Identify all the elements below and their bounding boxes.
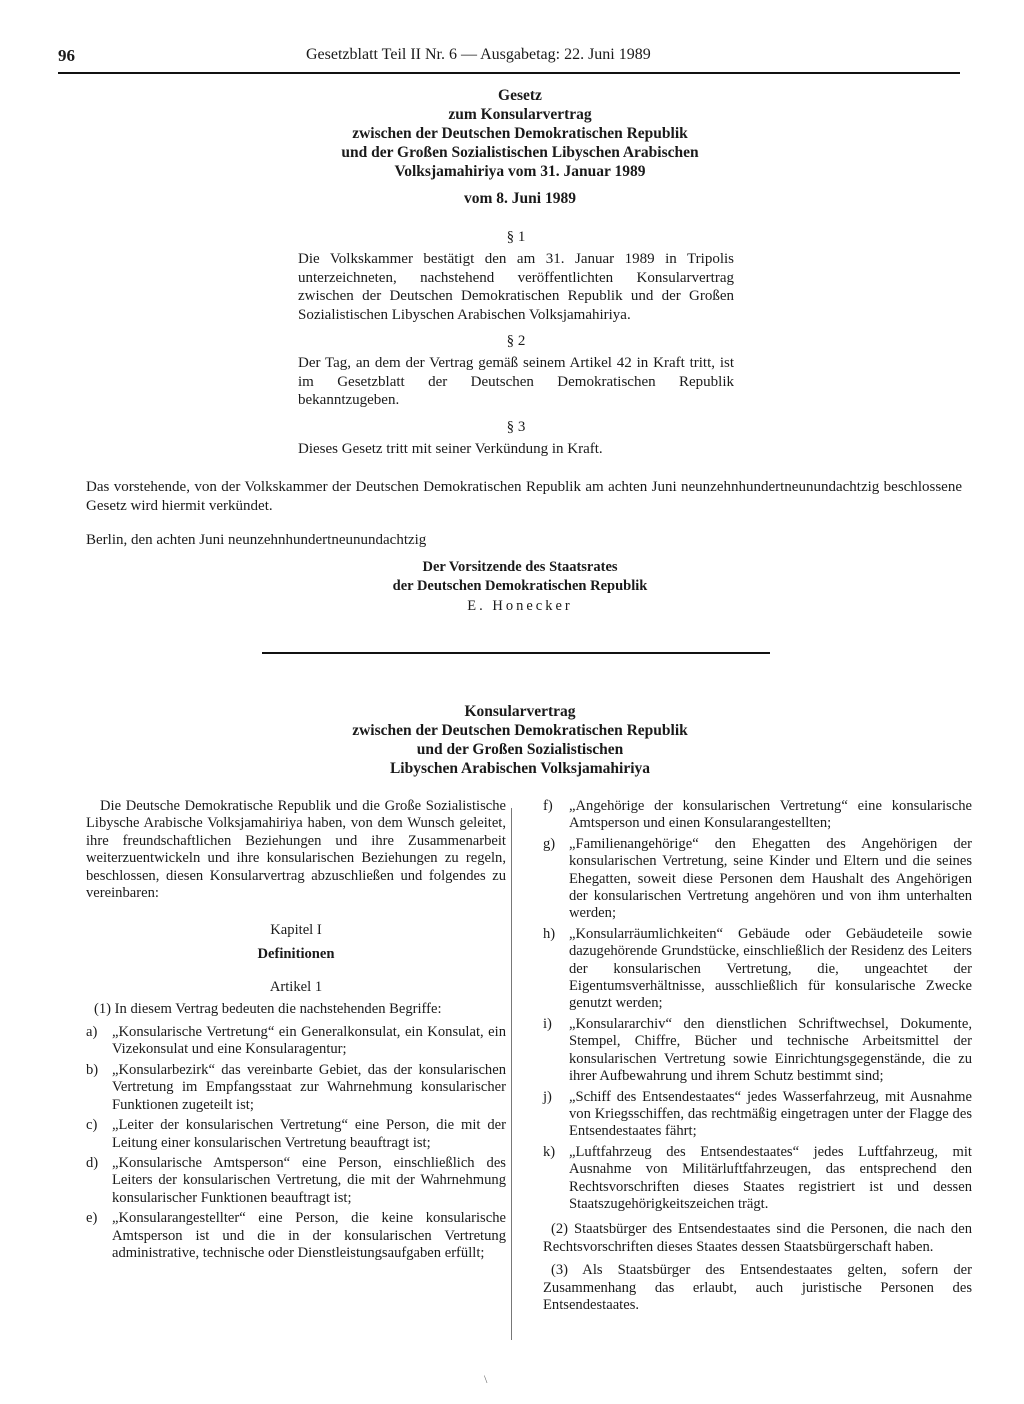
law-title-line: Gesetz [498, 87, 542, 104]
definition-text: „Leiter der konsularischen Vertretung“ eine Person, die mit der Leitung einer konsularischen Vertretung beauftragt ist; [112, 1117, 506, 1151]
definition-text: „Konsularbezirk“ das vereinbarte Gebiet, das der konsularischen Vertretung im Empfangsstaat zur Wahrnehmung konsularischer Funktionen zugeteilt ist; [112, 1061, 506, 1113]
signer-name: E. Honecker [467, 598, 573, 614]
law-title-line: zum Konsularvertrag [448, 106, 592, 123]
paragraph-3: (3) Als Staatsbürger des Entsendestaates gelten, sofern der Zusammenhang das erlaubt, auch juristische Personen des Entsendestaates. [543, 1262, 972, 1313]
definition-item [543, 836, 972, 923]
running-title: Gesetzblatt Teil II Nr. 6 — Ausgabetag: 22. Juni 1989 [306, 46, 651, 63]
paragraph-2: (2) Staatsbürger des Entsendestaates sind die Personen, die nach den Rechtsvorschriften dieses Staates dessen Staatsbürgerschaft haben. [543, 1221, 972, 1255]
definition-item [86, 1062, 506, 1114]
definition-text: „Familienangehörige“ den Ehegatten des Angehörigen der konsularischen Vertretung, seine Kinder und Eltern und die seines Ehegatten, soweit diese Personen dem Haushalt des Angehörigen der konsularischen Vertretung angehören und von ihm unterhalten werden; [569, 835, 972, 922]
definition-label: c) [86, 1117, 98, 1134]
definition-label: d) [86, 1154, 99, 1171]
section-text: Dieses Gesetz tritt mit seiner Verkündung in Kraft. [298, 440, 603, 457]
section-label: § 3 [506, 418, 526, 435]
law-title [250, 86, 790, 208]
paragraph-1-intro: (1) In diesem Vertrag bedeuten die nachstehenden Begriffe: [94, 1000, 442, 1017]
treaty-title-line: Libyschen Arabischen Volksjamahiriya [389, 760, 651, 777]
section-text: Die Volkskammer bestätigt den am 31. Januar 1989 in Tripolis unterzeichneten, nachstehend veröffentlichten Konsularvertrag zwischen der Deutschen Demokratischen Republik und der Großen Sozialistischen Libyschen Arabischen Volksjamahiriya. [298, 251, 734, 323]
section-label: § 1 [506, 229, 526, 245]
left-column [86, 798, 506, 1265]
article-label: Artikel 1 [269, 979, 323, 996]
treaty-title [240, 702, 800, 778]
definition-label: j) [543, 1088, 552, 1105]
definition-label: k) [543, 1143, 556, 1160]
definition-label: a) [86, 1024, 98, 1041]
definition-label: h) [543, 925, 556, 942]
definition-label: f) [543, 798, 553, 814]
place-date: Berlin, den achten Juni neunzehnhundertneunundachtzig [86, 532, 427, 548]
signature-line: Der Vorsitzende des Staatsrates [422, 559, 618, 575]
definition-item [543, 798, 972, 833]
definition-label: i) [543, 1015, 552, 1032]
footer-mark: \ [484, 1372, 488, 1386]
treaty-title-line: und der Großen Sozialistischen [416, 741, 624, 758]
definition-item [543, 1016, 972, 1086]
definition-text: „Konsularische Amtsperson“ eine Person, einschließlich des Leiters der konsularischen Vertretung, die mit der Wahrnehmung konsularischer Funktionen beauftragt ist; [112, 1154, 506, 1206]
definition-label: b) [86, 1061, 99, 1078]
definition-item [86, 1024, 506, 1059]
treaty-title-line: Konsularvertrag [464, 703, 576, 720]
definition-item [86, 1117, 506, 1152]
page-header [58, 46, 960, 74]
definition-label: e) [86, 1210, 98, 1227]
definition-label: g) [543, 835, 556, 852]
law-title-line: Volksjamahiriya vom 31. Januar 1989 [394, 163, 646, 180]
definition-item [86, 1210, 506, 1262]
definition-item [86, 1155, 506, 1207]
law-title-line: zwischen der Deutschen Demokratischen Republik [352, 125, 688, 142]
proclamation-block [86, 478, 962, 550]
chapter-title: Definitionen [257, 945, 335, 962]
preamble: Die Deutsche Demokratische Republik und die Große Sozialistische Libysche Arabische Volksjamahiriya haben, von dem Wunsch geleitet, ihre freundschaftlichen Beziehungen und ihre Zusammenarbeit weiterzuentwickeln und ihre konsularischen Beziehungen zu regeln, beschlossen, diesen Konsularvertrag abzuschließen und folgendes zu vereinbaren: [86, 798, 506, 902]
proclamation-text: Das vorstehende, von der Volkskammer der Deutschen Demokratischen Republik am achten Juni neunzehnhundertneunundachtzig beschlossene Gesetz wird hiermit verkündet. [86, 479, 962, 514]
definition-text: „Konsularische Vertretung“ ein Generalkonsulat, ein Konsulat, ein Vizekonsulat und eine Konsularagentur; [112, 1024, 506, 1058]
treaty-title-line: zwischen der Deutschen Demokratischen Republik [352, 722, 688, 739]
chapter-label: Kapitel I [270, 922, 322, 939]
definition-text: „Schiff des Entsendestaates“ jedes Wasserfahrzeug, mit Ausnahme von Kriegsschiffen, das rechtmäßig eingetragen unter der Flagge des Entsendestaates fährt; [569, 1088, 972, 1140]
definition-item [543, 1089, 972, 1141]
law-title-line: und der Großen Sozialistischen Libyschen Arabischen [341, 144, 699, 161]
page-number: 96 [58, 46, 75, 65]
law-date: vom 8. Juni 1989 [464, 190, 576, 207]
section-label: § 2 [506, 333, 526, 349]
signature-block [330, 558, 710, 616]
law-sections [298, 220, 734, 458]
column-divider [511, 808, 512, 1340]
signature-line: der Deutschen Demokratischen Republik [392, 577, 648, 594]
separator-rule [262, 652, 770, 654]
definition-text: „Luftfahrzeug des Entsendestaates“ jedes Luftfahrzeug, mit Ausnahme von Militärluftfahrzeugen, das entsprechend den Rechtsvorschriften dieses Staates registriert ist und dessen Staatszugehörigkeitszeichen trägt. [569, 1143, 972, 1212]
definition-item [543, 1144, 972, 1214]
definition-text: „Konsulararchiv“ den dienstlichen Schriftwechsel, Dokumente, Stempel, Chiffre, Bücher und technische Arbeitsmittel der konsularischen Vertretung sowie Einrichtungsgegenstände, die zu ihrer Aufbewahrung und ihrem Schutz bestimmt sind; [569, 1015, 972, 1085]
definition-item [543, 926, 972, 1013]
definition-text: „Konsularräumlichkeiten“ Gebäude oder Gebäudeteile sowie dazugehörende Grundstücke, einschließlich der Residenz des Leiters der konsularischen Vertretung, die, ungeachtet der Eigentumsverhältnisse, ausschließlich für konsularische Zwecke genutzt werden; [569, 925, 972, 1012]
definition-text: „Konsularangestellter“ eine Person, die keine konsularische Amtsperson ist und die in der konsularischen Vertretung administrative, technische oder Dienstleistungsaufgaben erfüllt; [112, 1210, 506, 1261]
right-column [543, 798, 972, 1320]
definition-text: „Angehörige der konsularischen Vertretung“ eine konsularische Amtsperson und einen Konsularangestellten; [569, 798, 972, 832]
section-text: Der Tag, an dem der Vertrag gemäß seinem Artikel 42 in Kraft tritt, ist im Gesetzblatt der Deutschen Demokratischen Republik bekanntzugeben. [298, 355, 734, 408]
